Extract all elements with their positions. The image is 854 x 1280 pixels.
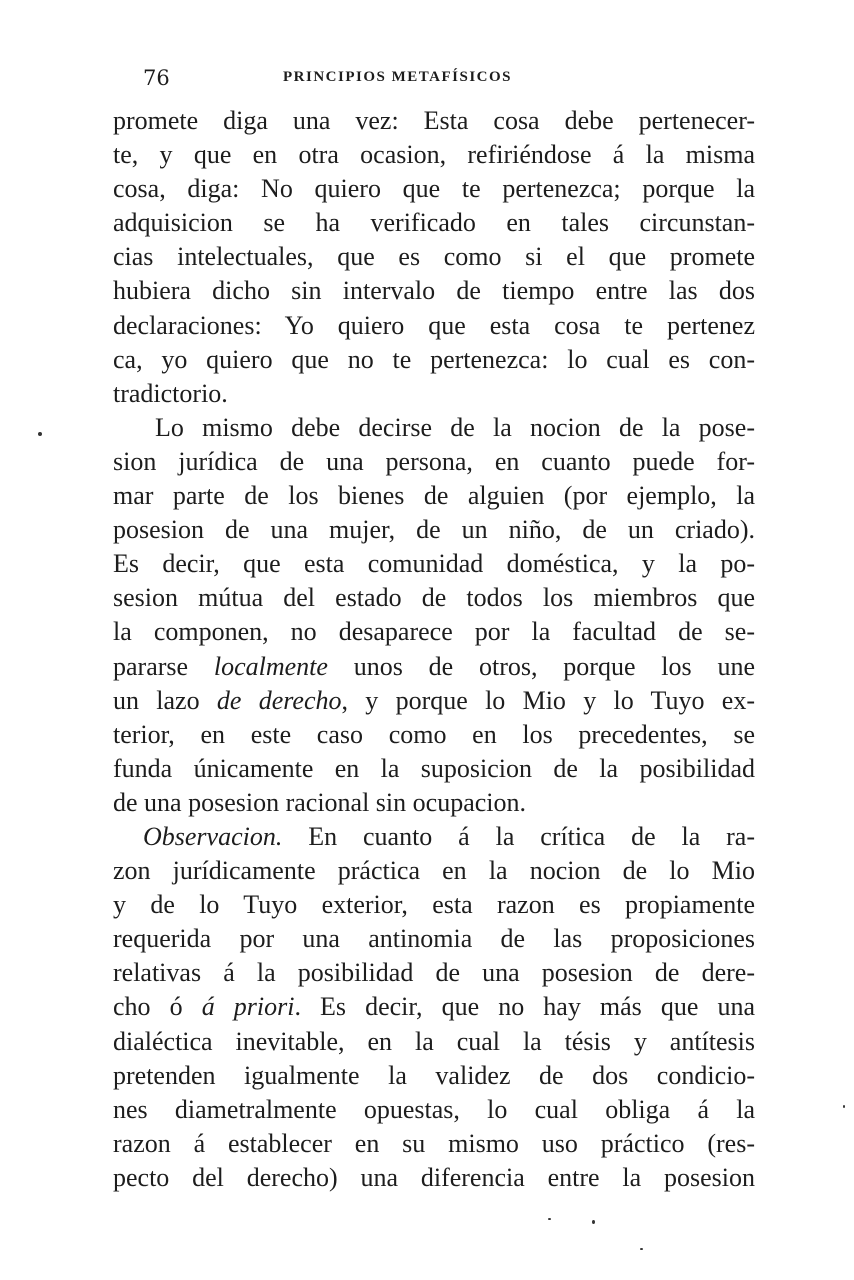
text-run: cho ó (113, 992, 202, 1022)
running-head: PRINCIPIOS METAFÍSICOS (283, 69, 513, 85)
paper-speck (640, 1248, 643, 1250)
text-line: te, y que en otra ocasion, refiriéndose á la misma (113, 140, 755, 170)
text-line (113, 684, 755, 718)
page-number: 76 (143, 66, 170, 90)
text-line: dialéctica inevitable, en la cual la tésis y antítesis (113, 1026, 755, 1056)
text-line: de una posesion racional sin ocupacion. (113, 787, 526, 817)
text-line: tradictorio. (113, 378, 228, 408)
text-line: mar parte de los bienes de alguien (por ejemplo, la (113, 481, 755, 511)
emphasis-text: de derecho (216, 685, 342, 715)
text-line: zon jurídicamente práctica en la nocion de lo Mio (113, 856, 755, 886)
body-text (113, 104, 755, 1195)
page-header (143, 66, 755, 96)
text-run: , y porque lo Mio y lo Tuyo ex- (341, 685, 755, 715)
text-line: ca, yo quiero que no te pertenezca: lo cual es con- (113, 344, 755, 374)
text-line: sesion mútua del estado de todos los miembros que (113, 583, 755, 613)
text-run: un lazo (113, 685, 217, 715)
paper-speck (592, 1220, 595, 1224)
text-line: nes diametralmente opuestas, lo cual obliga á la (113, 1094, 755, 1124)
paper-speck (38, 432, 42, 436)
text-run: pararse (113, 651, 214, 681)
text-run: En cuanto á la crítica de la ra- (282, 821, 755, 851)
paper-speck (548, 1218, 551, 1220)
text-line: hubiera dicho sin intervalo de tiempo entre las dos (113, 276, 755, 306)
text-line: pretenden igualmente la validez de dos condicio- (113, 1060, 755, 1090)
text-line: posesion de una mujer, de un niño, de un criado). (113, 515, 755, 545)
emphasis-text: Observacion. (143, 821, 283, 851)
text-line (113, 990, 755, 1024)
text-line: funda únicamente en la suposicion de la posibilidad (113, 753, 755, 783)
text-line: cosa, diga: No quiero que te pertenezca; porque la (113, 174, 755, 204)
emphasis-text: á priori (201, 992, 295, 1022)
text-line: requerida por una antinomia de las proposiciones (113, 924, 755, 954)
text-run: . Es decir, que no hay más que una (294, 992, 755, 1022)
text-line: terior, en este caso como en los precedentes, se (113, 719, 755, 749)
text-run: unos de otros, porque los une (327, 651, 755, 681)
paragraph-start-line: Lo mismo debe decirse de la nocion de la pose- (155, 412, 755, 442)
text-line: y de lo Tuyo exterior, esta razon es propiamente (113, 890, 755, 920)
emphasis-text: localmente (213, 651, 328, 681)
text-line: declaraciones: Yo quiero que esta cosa te pertenez (113, 310, 755, 340)
paper-speck (843, 1105, 845, 1108)
text-line: la componen, no desaparece por la facultad de se- (113, 617, 755, 647)
text-line: pecto del derecho) una diferencia entre la posesion (113, 1162, 755, 1192)
text-line: cias intelectuales, que es como si el que promete (113, 242, 755, 272)
text-line: Es decir, que esta comunidad doméstica, y la po- (113, 549, 755, 579)
text-line: promete diga una vez: Esta cosa debe pertenecer- (113, 106, 755, 135)
text-line: razon á establecer en su mismo uso práctico (res- (113, 1128, 755, 1158)
text-line (113, 650, 755, 684)
text-line: adquisicion se ha verificado en tales circunstan- (113, 208, 755, 238)
text-line: relativas á la posibilidad de una posesion de dere- (113, 958, 755, 988)
paragraph-start-line (113, 820, 755, 854)
text-line: sion jurídica de una persona, en cuanto puede for- (113, 446, 755, 476)
